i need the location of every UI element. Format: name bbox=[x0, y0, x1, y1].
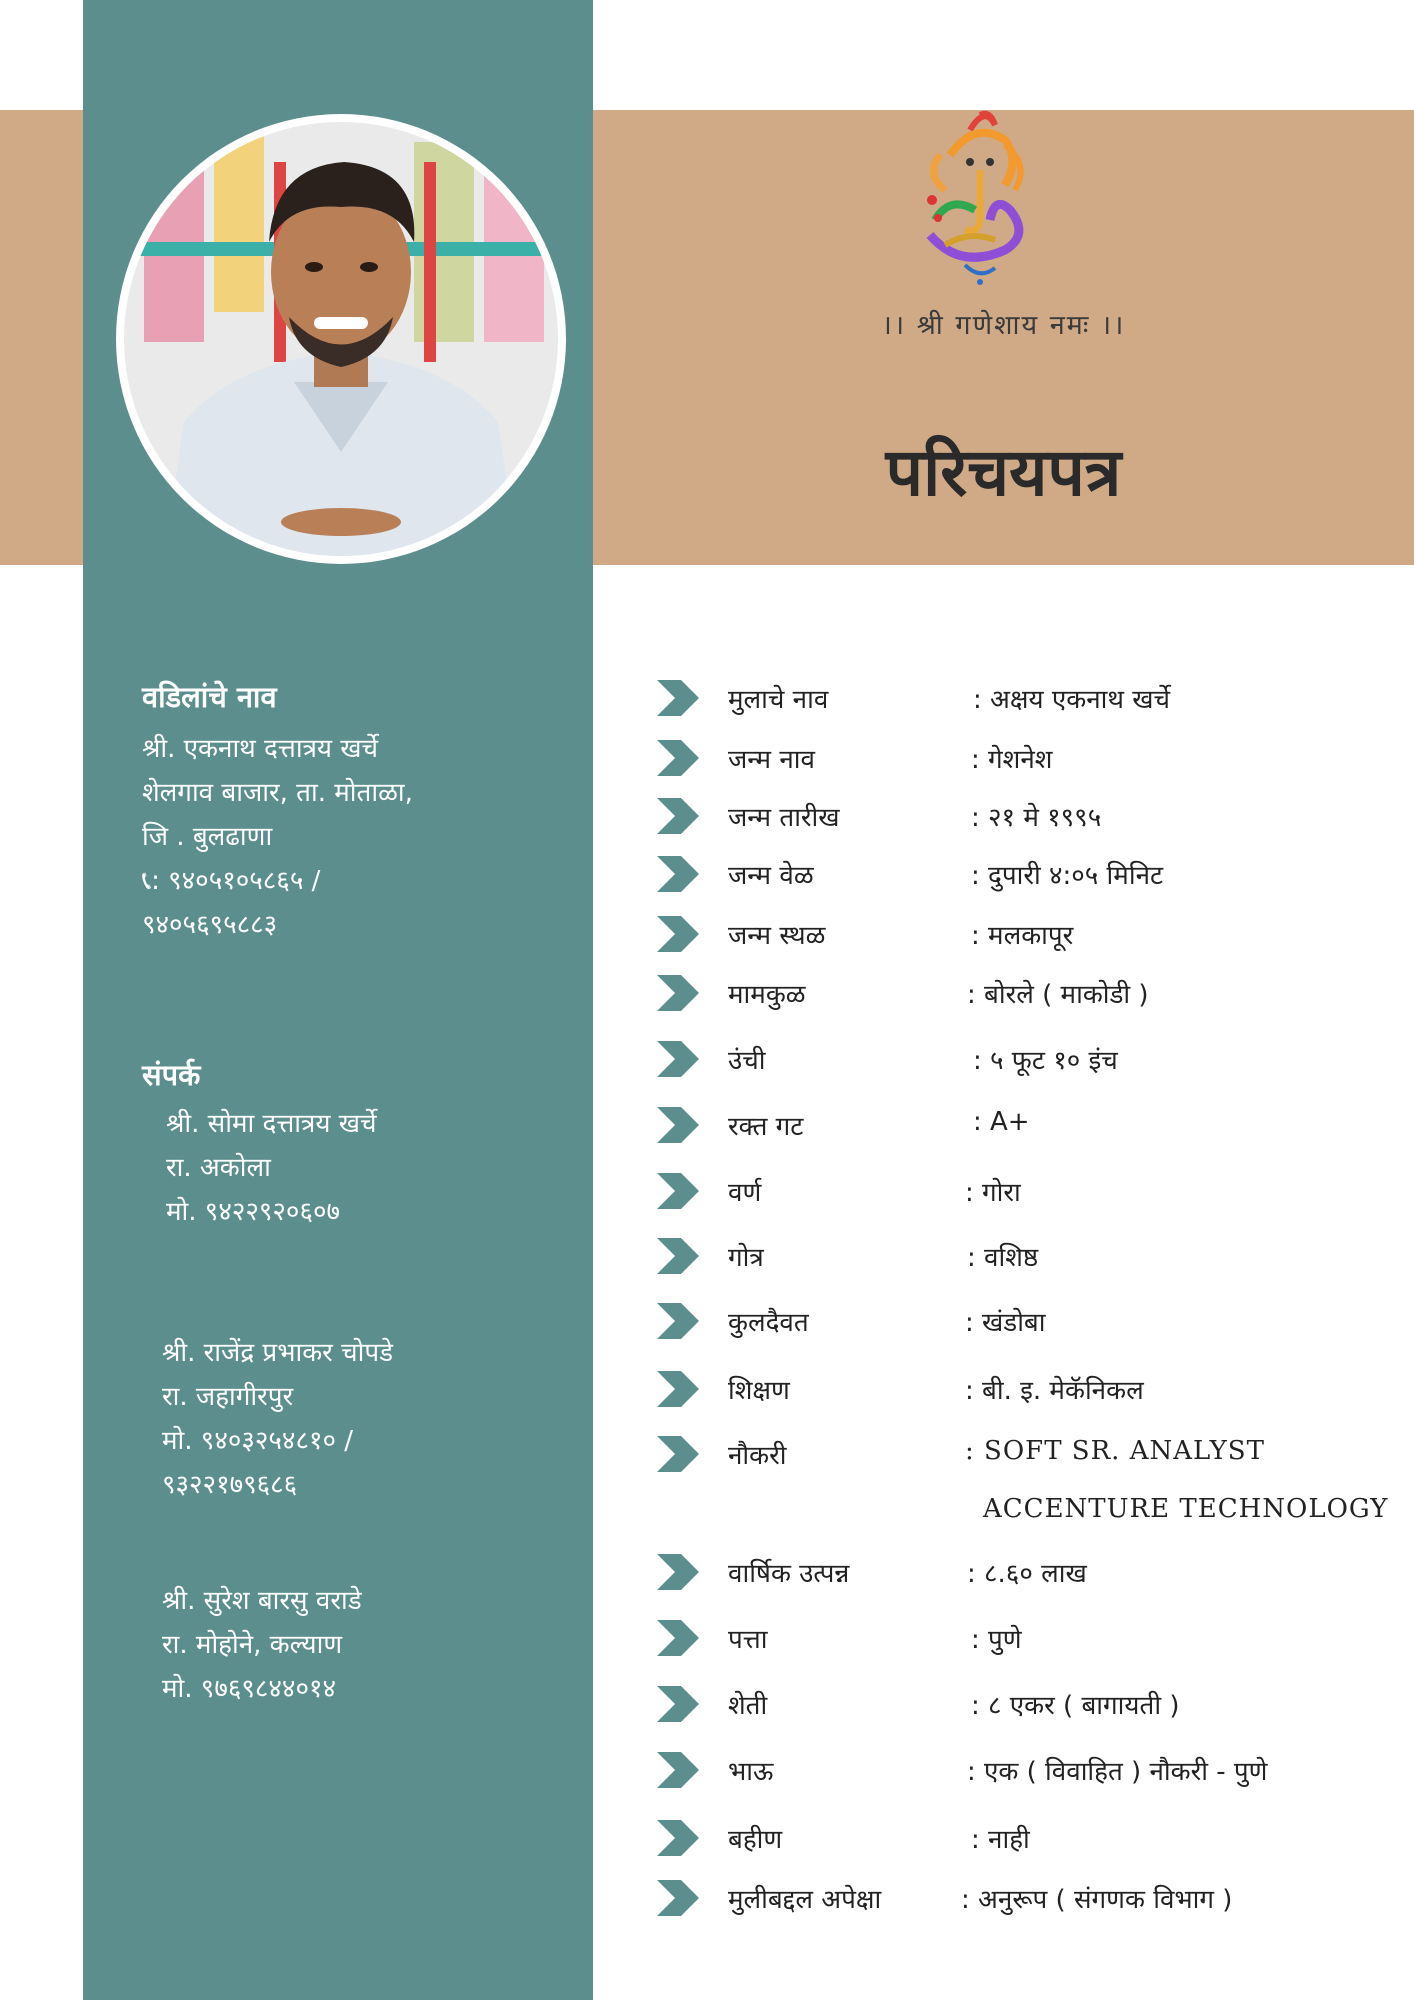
detail-row bbox=[655, 1554, 1395, 1594]
chevron-right-icon bbox=[655, 854, 701, 894]
detail-label: नौकरी bbox=[728, 1441, 787, 1471]
contact-name: श्री. सोमा दत्तात्रय खर्चे bbox=[166, 1109, 377, 1139]
detail-value: : ८.६० लाख bbox=[967, 1559, 1087, 1589]
chevron-right-icon bbox=[655, 1618, 701, 1658]
contact-person bbox=[166, 1102, 377, 1234]
contact-phone: मो. ९४२२९२०६०७ bbox=[166, 1197, 341, 1227]
chevron-right-icon bbox=[655, 1171, 701, 1211]
detail-label: शिक्षण bbox=[728, 1376, 790, 1406]
detail-label: जन्म स्थळ bbox=[728, 921, 826, 951]
contact-phone: मो. ९४०३२५४८१० / bbox=[162, 1426, 354, 1456]
contacts-heading-wrap bbox=[142, 1055, 200, 1094]
detail-value: : २१ मे १९९५ bbox=[971, 803, 1102, 833]
detail-row bbox=[655, 856, 1395, 896]
contact-name: श्री. सुरेश बारसु वराडे bbox=[162, 1586, 362, 1616]
chevron-right-icon bbox=[655, 796, 701, 836]
father-section bbox=[142, 677, 277, 716]
chevron-right-icon bbox=[655, 1878, 701, 1918]
detail-row bbox=[655, 1238, 1395, 1278]
detail-label: जन्म नाव bbox=[728, 745, 815, 775]
chevron-right-icon bbox=[655, 1039, 701, 1079]
detail-value: : A+ bbox=[973, 1107, 1030, 1137]
detail-value: : मलकापूर bbox=[971, 921, 1074, 951]
detail-row bbox=[655, 1303, 1395, 1343]
shloka-text: ।। श्री गणेशाय नमः ।। bbox=[881, 310, 1126, 341]
detail-value: : खंडोबा bbox=[965, 1308, 1046, 1338]
contact-person bbox=[162, 1331, 393, 1507]
contacts-heading: संपर्क bbox=[142, 1058, 201, 1092]
detail-row bbox=[655, 1173, 1395, 1213]
detail-label: भाऊ bbox=[728, 1757, 774, 1787]
detail-value: : SOFT SR. ANALYST bbox=[965, 1436, 1265, 1466]
detail-label: वर्ण bbox=[728, 1178, 762, 1208]
detail-value: : ५ फूट १० इंच bbox=[973, 1046, 1118, 1076]
detail-label: रक्त गट bbox=[728, 1112, 804, 1142]
chevron-right-icon bbox=[655, 1434, 701, 1474]
detail-row bbox=[655, 1371, 1395, 1411]
detail-label: पत्ता bbox=[728, 1625, 768, 1655]
father-details bbox=[142, 727, 413, 947]
detail-value: : बी. इ. मेकॅनिकल bbox=[965, 1376, 1144, 1406]
contact-place: रा. जहागीरपुर bbox=[162, 1382, 294, 1412]
detail-row bbox=[655, 680, 1395, 720]
detail-row bbox=[655, 1686, 1395, 1726]
detail-row bbox=[655, 1041, 1395, 1081]
contact-phone-2: ९३२२१७९६८६ bbox=[162, 1470, 298, 1500]
detail-label: कुलदैवत bbox=[728, 1308, 809, 1338]
detail-label: शेती bbox=[728, 1691, 768, 1721]
father-heading: वडिलांचे नाव bbox=[142, 680, 277, 714]
contact-person bbox=[162, 1579, 362, 1711]
chevron-right-icon bbox=[655, 1236, 701, 1276]
chevron-right-icon bbox=[655, 1105, 701, 1145]
detail-row bbox=[655, 975, 1395, 1015]
detail-row bbox=[655, 1752, 1395, 1792]
detail-row bbox=[655, 1107, 1395, 1147]
detail-row bbox=[655, 798, 1395, 838]
detail-label: जन्म तारीख bbox=[728, 803, 840, 833]
ganesha-icon bbox=[910, 100, 1040, 294]
detail-value: : अनुरूप ( संगणक विभाग ) bbox=[961, 1885, 1233, 1915]
detail-label: गोत्र bbox=[728, 1243, 764, 1273]
father-phone-2: ९४०५६९५८८३ bbox=[142, 910, 278, 940]
chevron-right-icon bbox=[655, 738, 701, 778]
profile-photo bbox=[124, 122, 558, 556]
detail-value: : नाही bbox=[971, 1825, 1030, 1855]
chevron-right-icon bbox=[655, 914, 701, 954]
father-line: श्री. एकनाथ दत्तात्रय खर्चे bbox=[142, 734, 379, 764]
detail-label: मुलीबद्दल अपेक्षा bbox=[728, 1885, 882, 1915]
detail-value: : वशिष्ठ bbox=[967, 1243, 1039, 1273]
detail-row bbox=[655, 916, 1395, 956]
chevron-right-icon bbox=[655, 1684, 701, 1724]
detail-value: : बोरले ( माकोडी ) bbox=[967, 980, 1149, 1010]
chevron-right-icon bbox=[655, 973, 701, 1013]
detail-label: जन्म वेळ bbox=[728, 861, 814, 891]
detail-row bbox=[655, 1820, 1395, 1860]
phone-icon: 📞︎ bbox=[142, 866, 152, 896]
detail-value: : गोरा bbox=[965, 1178, 1021, 1208]
chevron-right-icon bbox=[655, 678, 701, 718]
detail-value-continued: ACCENTURE TECHNOLOGY bbox=[983, 1494, 1389, 1524]
contact-place: रा. मोहोने, कल्याण bbox=[162, 1630, 343, 1660]
chevron-right-icon bbox=[655, 1750, 701, 1790]
detail-label: वार्षिक उत्पन्न bbox=[728, 1559, 850, 1589]
contact-place: रा. अकोला bbox=[166, 1153, 271, 1183]
detail-row bbox=[655, 1880, 1395, 1920]
detail-label: बहीण bbox=[728, 1825, 783, 1855]
detail-label: मुलाचे नाव bbox=[728, 685, 829, 715]
detail-value: : ८ एकर ( बागायती ) bbox=[971, 1691, 1180, 1721]
detail-value: : गेशनेश bbox=[971, 745, 1053, 775]
detail-value: : पुणे bbox=[971, 1625, 1022, 1655]
detail-label: मामकुळ bbox=[728, 980, 806, 1010]
detail-row bbox=[655, 740, 1395, 780]
chevron-right-icon bbox=[655, 1369, 701, 1409]
page-title: परिचयपत्र bbox=[885, 434, 1122, 511]
detail-value: : एक ( विवाहित ) नौकरी - पुणे bbox=[967, 1757, 1268, 1787]
detail-row bbox=[655, 1620, 1395, 1660]
father-phone-1: : ९४०५१०५८६५ / bbox=[151, 866, 321, 896]
detail-value: : अक्षय एकनाथ खर्चे bbox=[973, 685, 1171, 715]
contact-phone: मो. ९७६९८४४०१४ bbox=[162, 1674, 337, 1704]
contact-name: श्री. राजेंद्र प्रभाकर चोपडे bbox=[162, 1338, 393, 1368]
father-phone-line bbox=[142, 859, 413, 903]
father-line: शेलगाव बाजार, ता. मोताळा, bbox=[142, 778, 413, 808]
detail-row bbox=[655, 1436, 1395, 1524]
chevron-right-icon bbox=[655, 1552, 701, 1592]
chevron-right-icon bbox=[655, 1818, 701, 1858]
detail-value: : दुपारी ४:०५ मिनिट bbox=[971, 861, 1164, 891]
father-line: जि . बुलढाणा bbox=[142, 822, 273, 852]
detail-label: उंची bbox=[728, 1046, 766, 1076]
chevron-right-icon bbox=[655, 1301, 701, 1341]
